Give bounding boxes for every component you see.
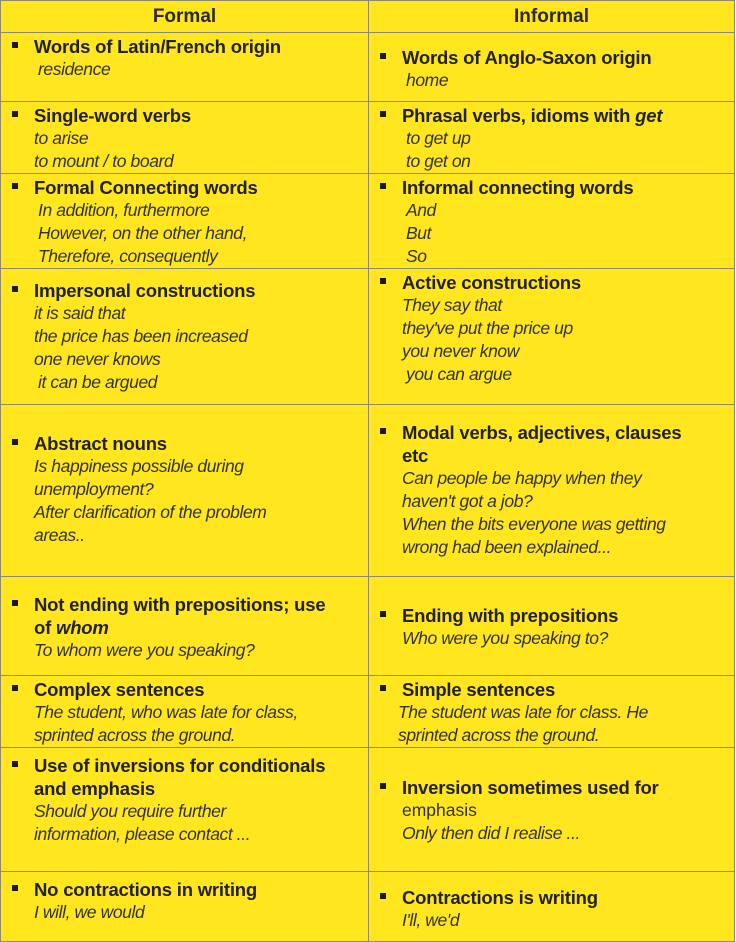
table-row [1, 405, 735, 577]
example-text: haven't got a job? [402, 491, 533, 511]
feature-title: Informal connecting words [402, 177, 634, 198]
example-text: Who were you speaking to? [402, 628, 608, 648]
formal-cell [1, 577, 369, 676]
bullet-icon [12, 885, 18, 891]
example-text: After clarification of the problem [34, 502, 267, 522]
example-text: To whom were you speaking? [34, 640, 255, 660]
example-text: I will, we would [34, 902, 145, 922]
feature-title: Inversion sometimes used for [402, 777, 659, 798]
example-text: I'll, we'd [402, 910, 460, 930]
feature-title: Not ending with prepositions; use [34, 594, 326, 615]
feature-title: Abstract nouns [34, 433, 167, 454]
bullet-icon [12, 761, 18, 767]
bullet-icon [380, 893, 386, 899]
table-row [1, 676, 735, 748]
example-text: information, please contact ... [34, 824, 251, 844]
example-text: the price has been increased [34, 326, 248, 346]
example-text: So [406, 246, 427, 266]
example-text: Only then did I realise ... [402, 823, 580, 843]
emphasis-word: get [635, 105, 663, 126]
header-row [1, 1, 735, 33]
example-text: areas.. [34, 525, 85, 545]
feature-title-cont: emphasis [402, 800, 477, 820]
bullet-icon [12, 439, 18, 445]
header-informal: Informal [369, 1, 735, 33]
feature-title: Complex sentences [34, 679, 205, 700]
example-text: Is happiness possible during [34, 456, 244, 476]
example-text: it can be argued [38, 372, 158, 392]
example-text: The student was late for class. He [398, 702, 648, 722]
feature-title: Active constructions [402, 272, 581, 293]
table-row [1, 748, 735, 872]
emphasis-word: whom [56, 617, 109, 638]
feature-title: Simple sentences [402, 679, 556, 700]
feature-title: Words of Latin/French origin [34, 36, 281, 57]
example-text: unemployment? [34, 479, 154, 499]
bullet-icon [12, 42, 18, 48]
bullet-icon [12, 600, 18, 606]
feature-title: Use of inversions for conditionals [34, 755, 326, 776]
feature-title-cont: and emphasis [34, 778, 155, 799]
bullet-icon [380, 183, 386, 189]
bullet-icon [12, 111, 18, 117]
example-text: to arise [34, 128, 89, 148]
table-row [1, 872, 735, 942]
table-row [1, 102, 735, 174]
formal-cell [1, 33, 369, 102]
example-text: they've put the price up [402, 318, 573, 338]
informal-cell [369, 33, 735, 102]
bullet-icon [380, 428, 386, 434]
feature-title: Contractions is writing [402, 887, 598, 908]
example-text: to get on [406, 151, 471, 171]
feature-title: Modal verbs, adjectives, clauses [402, 422, 682, 443]
informal-cell [369, 174, 735, 269]
formal-cell [1, 174, 369, 269]
example-text: Therefore, consequently [38, 246, 218, 266]
informal-cell [369, 577, 735, 676]
example-text: sprinted across the ground. [34, 725, 236, 745]
example-text: home [406, 70, 449, 90]
header-formal: Formal [1, 1, 369, 33]
example-text: sprinted across the ground. [398, 725, 600, 745]
example-text: one never knows [34, 349, 161, 369]
formal-cell [1, 405, 369, 577]
feature-title: Impersonal constructions [34, 280, 256, 301]
table-row [1, 33, 735, 102]
example-text: They say that [402, 295, 502, 315]
example-text: However, on the other hand, [38, 223, 248, 243]
informal-cell [369, 748, 735, 872]
formal-cell [1, 872, 369, 942]
example-text: The student, who was late for class, [34, 702, 298, 722]
example-text: When the bits everyone was getting [402, 514, 666, 534]
informal-cell [369, 405, 735, 577]
table-row [1, 269, 735, 405]
example-text: And [406, 200, 436, 220]
feature-title-cont: of whom [34, 617, 109, 638]
example-text: In addition, furthermore [38, 200, 210, 220]
feature-title: Single-word verbs [34, 105, 191, 126]
informal-cell [369, 102, 735, 174]
example-text: Can people be happy when they [402, 468, 642, 488]
bullet-icon [380, 111, 386, 117]
bullet-icon [380, 278, 386, 284]
bullet-icon [12, 183, 18, 189]
bullet-icon [380, 611, 386, 617]
example-text: you never know [402, 341, 519, 361]
example-text: residence [38, 59, 111, 79]
bullet-icon [380, 53, 386, 59]
example-text: to mount / to board [34, 151, 174, 171]
feature-title-cont: etc [402, 445, 429, 466]
bullet-icon [380, 783, 386, 789]
formal-cell [1, 676, 369, 748]
example-text: you can argue [406, 364, 512, 384]
feature-title: Formal Connecting words [34, 177, 258, 198]
table-row [1, 577, 735, 676]
example-text: to get up [406, 128, 471, 148]
table-row [1, 174, 735, 269]
feature-title: Ending with prepositions [402, 605, 619, 626]
bullet-icon [12, 685, 18, 691]
example-text: it is said that [34, 303, 126, 323]
informal-cell [369, 676, 735, 748]
example-text: Should you require further [34, 801, 226, 821]
feature-title: Words of Anglo-Saxon origin [402, 47, 652, 68]
informal-cell [369, 269, 735, 405]
feature-title: No contractions in writing [34, 879, 257, 900]
formal-cell [1, 748, 369, 872]
informal-cell [369, 872, 735, 942]
example-text: But [406, 223, 432, 243]
formal-cell [1, 102, 369, 174]
example-text: wrong had been explained... [402, 537, 612, 557]
bullet-icon [12, 286, 18, 292]
formal-cell [1, 269, 369, 405]
bullet-icon [380, 685, 386, 691]
feature-title: Phrasal verbs, idioms with get [402, 105, 663, 126]
